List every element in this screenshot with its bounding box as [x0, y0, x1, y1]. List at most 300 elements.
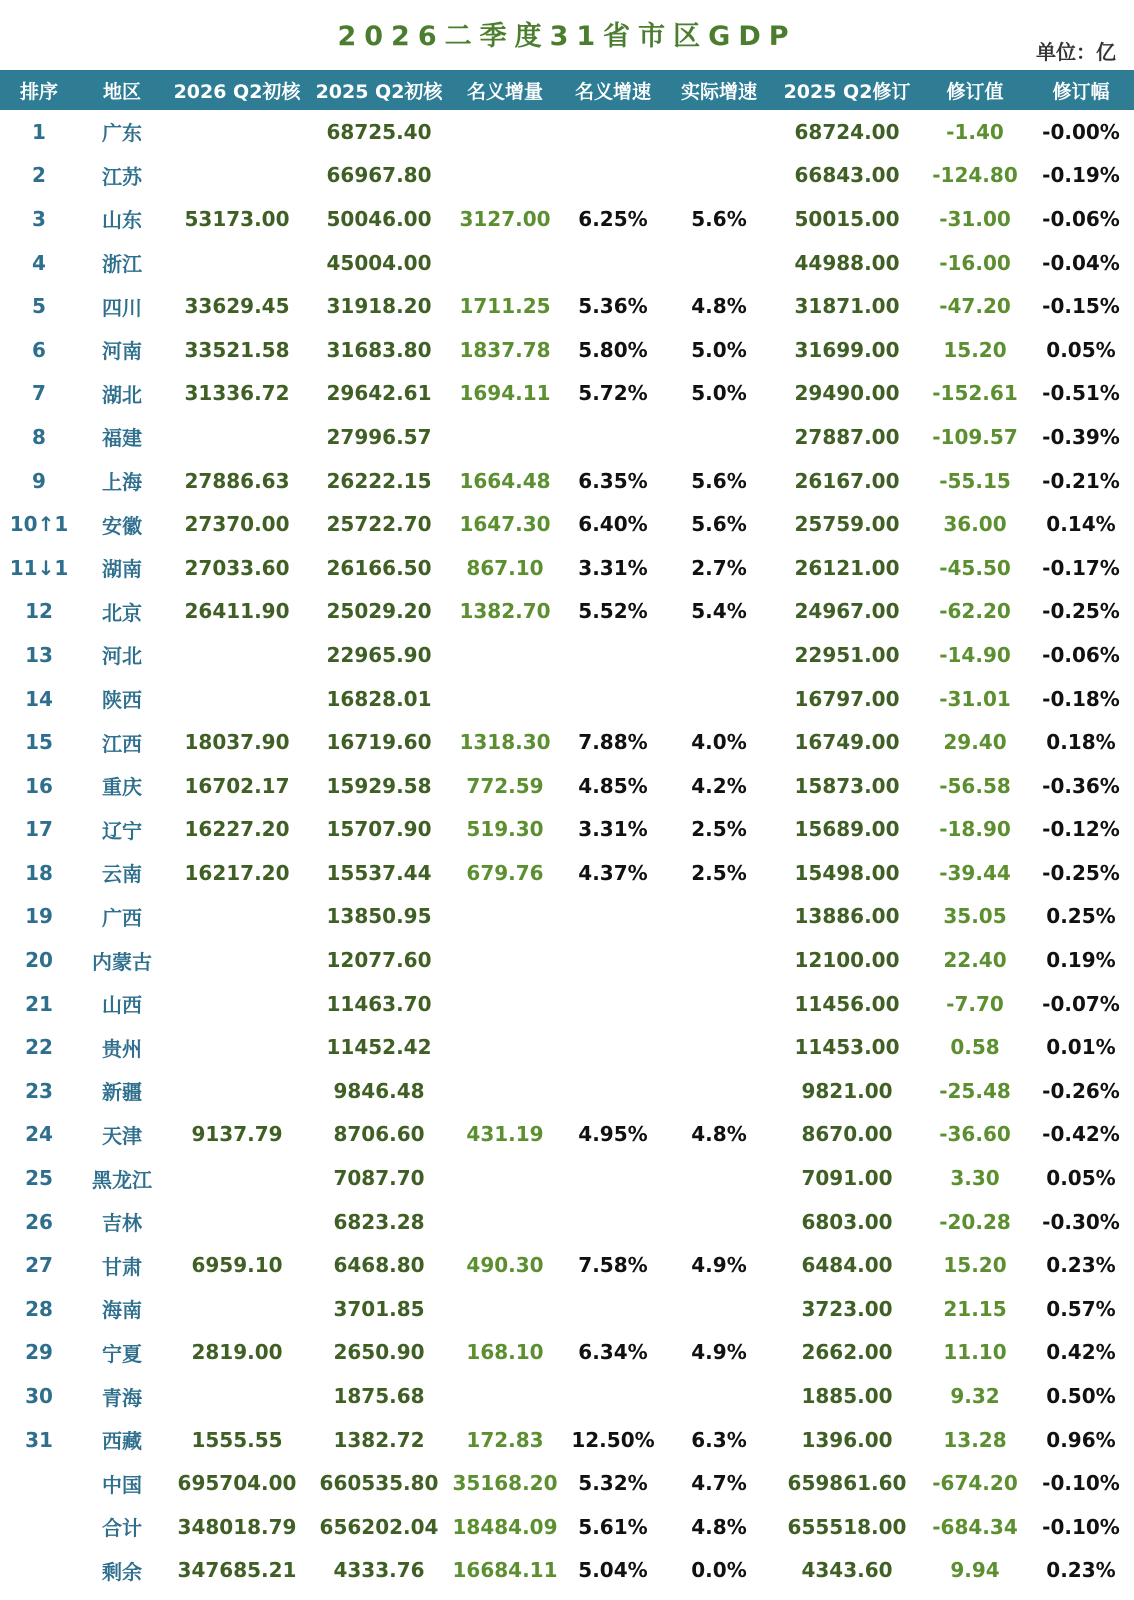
- rank-cell: 9: [32, 468, 46, 493]
- table-row: [0, 720, 1134, 764]
- gdp-2026-q2-cell: [166, 1025, 308, 1069]
- header-rank[interactable]: 排序: [0, 70, 78, 110]
- header-row: [0, 70, 1134, 110]
- rank-cell: 17: [25, 817, 53, 842]
- real-growth-cell: 4.7%: [691, 1471, 747, 1496]
- revision-pct-cell: 0.96%: [1046, 1427, 1116, 1452]
- gdp-2025-revised-cell: 50015.00: [794, 206, 900, 231]
- gdp-2026-q2-cell: 2819.00: [191, 1340, 283, 1365]
- region-cell: 黑龙江: [92, 1167, 152, 1192]
- gdp-2025-revised-cell: 26167.00: [794, 468, 900, 493]
- nominal-increase-cell: 772.59: [466, 773, 544, 798]
- revision-pct-cell: 0.42%: [1046, 1340, 1116, 1365]
- nominal-growth-cell: 4.85%: [578, 773, 648, 798]
- nominal-growth-cell: [560, 1156, 666, 1200]
- nominal-growth-cell: [560, 1374, 666, 1418]
- gdp-2025-revised-cell: 27887.00: [794, 424, 900, 449]
- gdp-2025-q2-cell: 15929.58: [326, 773, 432, 798]
- header-revision-pct[interactable]: 修订幅: [1028, 70, 1134, 110]
- revision-value-cell: -31.01: [939, 686, 1011, 711]
- region-cell: 海南: [102, 1298, 142, 1323]
- header-revision-value[interactable]: 修订值: [922, 70, 1028, 110]
- table-row: [0, 110, 1134, 154]
- real-growth-cell: 2.5%: [691, 817, 747, 842]
- rank-cell: 10↑1: [9, 512, 69, 537]
- real-growth-cell: [666, 154, 772, 198]
- nominal-growth-cell: [560, 1069, 666, 1113]
- gdp-2026-q2-cell: 16702.17: [184, 773, 290, 798]
- table-row: [0, 1374, 1134, 1418]
- real-growth-cell: [666, 1200, 772, 1244]
- nominal-growth-cell: 6.25%: [578, 206, 648, 231]
- region-cell: 四川: [102, 295, 142, 320]
- gdp-2025-revised-cell: 4343.60: [801, 1558, 893, 1583]
- nominal-growth-cell: 6.35%: [578, 468, 648, 493]
- nominal-increase-cell: [450, 1156, 560, 1200]
- gdp-2026-q2-cell: [166, 1287, 308, 1331]
- rank-cell: 5: [32, 294, 46, 319]
- revision-pct-cell: 0.57%: [1046, 1296, 1116, 1321]
- nominal-increase-cell: [450, 241, 560, 285]
- table-row: [0, 1331, 1134, 1375]
- real-growth-cell: 5.6%: [691, 206, 747, 231]
- header-region[interactable]: 地区: [78, 70, 166, 110]
- gdp-2025-q2-cell: 66967.80: [326, 163, 432, 188]
- gdp-2025-q2-cell: 16828.01: [326, 686, 432, 711]
- table-row: [0, 154, 1134, 198]
- rank-cell: 8: [32, 424, 46, 449]
- gdp-2025-q2-cell: 2650.90: [333, 1340, 425, 1365]
- real-growth-cell: [666, 1374, 772, 1418]
- real-growth-cell: 2.7%: [691, 555, 747, 580]
- real-growth-cell: [666, 938, 772, 982]
- gdp-table: [0, 70, 1134, 1592]
- revision-pct-cell: -0.10%: [1042, 1514, 1120, 1539]
- table-row: [0, 1156, 1134, 1200]
- revision-value-cell: 15.20: [943, 1253, 1007, 1278]
- region-cell: 湖北: [102, 382, 142, 407]
- gdp-2025-revised-cell: 13886.00: [794, 904, 900, 929]
- nominal-increase-cell: [450, 938, 560, 982]
- table-row: [0, 633, 1134, 677]
- gdp-2026-q2-cell: 27886.63: [184, 468, 290, 493]
- real-growth-cell: 4.8%: [691, 294, 747, 319]
- rank-cell: 26: [25, 1209, 53, 1234]
- rank-cell: 7: [32, 381, 46, 406]
- gdp-2025-q2-cell: 1875.68: [333, 1384, 425, 1409]
- region-cell: 西藏: [102, 1429, 142, 1454]
- gdp-2025-revised-cell: 6484.00: [801, 1253, 893, 1278]
- revision-value-cell: -152.61: [932, 381, 1018, 406]
- table-row: [0, 677, 1134, 721]
- nominal-increase-cell: 1382.70: [459, 599, 551, 624]
- rank-cell: 27: [25, 1253, 53, 1278]
- revision-value-cell: 36.00: [943, 512, 1007, 537]
- region-cell: 青海: [102, 1385, 142, 1410]
- table-row: [0, 241, 1134, 285]
- gdp-2026-q2-cell: [166, 1200, 308, 1244]
- nominal-growth-cell: 3.31%: [578, 555, 648, 580]
- nominal-increase-cell: [450, 154, 560, 198]
- nominal-growth-cell: [560, 982, 666, 1026]
- gdp-2026-q2-cell: 6959.10: [191, 1253, 283, 1278]
- real-growth-cell: [666, 1156, 772, 1200]
- revision-value-cell: 15.20: [943, 337, 1007, 362]
- nominal-growth-cell: [560, 1287, 666, 1331]
- nominal-growth-cell: 4.37%: [578, 860, 648, 885]
- table-row: [0, 982, 1134, 1026]
- rank-cell: 28: [25, 1296, 53, 1321]
- gdp-2026-q2-cell: [166, 677, 308, 721]
- gdp-2025-revised-cell: 29490.00: [794, 381, 900, 406]
- region-cell: 上海: [102, 470, 142, 495]
- region-cell: 甘肃: [102, 1254, 142, 1279]
- gdp-2026-q2-cell: [166, 1374, 308, 1418]
- nominal-increase-cell: 1837.78: [459, 337, 551, 362]
- revision-pct-cell: -0.21%: [1042, 468, 1120, 493]
- revision-value-cell: -47.20: [939, 294, 1011, 319]
- gdp-2025-q2-cell: 50046.00: [326, 206, 432, 231]
- gdp-2026-q2-cell: 9137.79: [191, 1122, 283, 1147]
- revision-pct-cell: -0.06%: [1042, 206, 1120, 231]
- region-cell: 内蒙古: [92, 949, 152, 974]
- real-growth-cell: [666, 110, 772, 154]
- region-cell: 北京: [102, 600, 142, 625]
- region-cell: 辽宁: [102, 818, 142, 843]
- table-row: [0, 590, 1134, 634]
- real-growth-cell: 4.0%: [691, 730, 747, 755]
- region-cell: 江苏: [102, 164, 142, 189]
- gdp-2025-q2-cell: 8706.60: [333, 1122, 425, 1147]
- revision-value-cell: -109.57: [932, 424, 1018, 449]
- rank-cell: 6: [32, 337, 46, 362]
- revision-value-cell: 35.05: [943, 904, 1007, 929]
- gdp-2025-q2-cell: 29642.61: [326, 381, 432, 406]
- table-row: [0, 764, 1134, 808]
- real-growth-cell: [666, 241, 772, 285]
- revision-value-cell: -16.00: [939, 250, 1011, 275]
- gdp-2026-q2-cell: 18037.90: [184, 730, 290, 755]
- nominal-growth-cell: 6.34%: [578, 1340, 648, 1365]
- revision-pct-cell: -0.07%: [1042, 991, 1120, 1016]
- gdp-2025-q2-cell: 11463.70: [326, 991, 432, 1016]
- revision-value-cell: -674.20: [932, 1471, 1018, 1496]
- rank-cell: [0, 1505, 78, 1549]
- region-cell: 山西: [102, 993, 142, 1018]
- gdp-2025-q2-cell: 31918.20: [326, 294, 432, 319]
- table-row: [0, 808, 1134, 852]
- rank-cell: 3: [32, 206, 46, 231]
- page-title: 2026二季度31省市区GDP: [337, 21, 797, 52]
- revision-value-cell: -684.34: [932, 1514, 1018, 1539]
- rank-cell: [0, 1461, 78, 1505]
- table-row: [0, 328, 1134, 372]
- rank-cell: 12: [25, 599, 53, 624]
- nominal-growth-cell: 5.52%: [578, 599, 648, 624]
- nominal-growth-cell: [560, 1200, 666, 1244]
- table-row: [0, 1461, 1134, 1505]
- gdp-2025-revised-cell: 659861.60: [787, 1471, 907, 1496]
- gdp-2025-revised-cell: 25759.00: [794, 512, 900, 537]
- gdp-2025-revised-cell: 8670.00: [801, 1122, 893, 1147]
- revision-pct-cell: -0.17%: [1042, 555, 1120, 580]
- gdp-2025-q2-cell: 25722.70: [326, 512, 432, 537]
- gdp-2025-q2-cell: 13850.95: [326, 904, 432, 929]
- real-growth-cell: [666, 677, 772, 721]
- header-2025-q2-revised[interactable]: 2025 Q2修订: [772, 70, 922, 110]
- revision-value-cell: -62.20: [939, 599, 1011, 624]
- table-row: [0, 1069, 1134, 1113]
- nominal-growth-cell: 3.31%: [578, 817, 648, 842]
- real-growth-cell: 2.5%: [691, 860, 747, 885]
- gdp-2025-revised-cell: 11456.00: [794, 991, 900, 1016]
- header-nominal-increase[interactable]: 名义增量: [450, 70, 560, 110]
- rank-cell: 13: [25, 642, 53, 667]
- rank-cell: 20: [25, 948, 53, 973]
- gdp-2026-q2-cell: 53173.00: [184, 206, 290, 231]
- revision-value-cell: -18.90: [939, 817, 1011, 842]
- revision-value-cell: 11.10: [943, 1340, 1007, 1365]
- gdp-2026-q2-cell: 1555.55: [191, 1427, 283, 1452]
- nominal-growth-cell: 7.88%: [578, 730, 648, 755]
- region-cell: 云南: [102, 862, 142, 887]
- table-row: [0, 502, 1134, 546]
- real-growth-cell: 4.8%: [691, 1514, 747, 1539]
- table-row: [0, 459, 1134, 503]
- revision-value-cell: -124.80: [932, 163, 1018, 188]
- gdp-2025-q2-cell: 6468.80: [333, 1253, 425, 1278]
- rank-cell: 4: [32, 250, 46, 275]
- nominal-growth-cell: 4.95%: [578, 1122, 648, 1147]
- gdp-2025-q2-cell: 26222.15: [326, 468, 432, 493]
- revision-pct-cell: 0.05%: [1046, 1166, 1116, 1191]
- gdp-2026-q2-cell: 16217.20: [184, 860, 290, 885]
- nominal-growth-cell: [560, 415, 666, 459]
- region-cell: 河南: [102, 339, 142, 364]
- gdp-2025-q2-cell: 3701.85: [333, 1296, 425, 1321]
- gdp-2025-q2-cell: 68725.40: [326, 119, 432, 144]
- gdp-2025-q2-cell: 660535.80: [319, 1471, 439, 1496]
- region-cell: 山东: [102, 208, 142, 233]
- gdp-2026-q2-cell: 33521.58: [184, 337, 290, 362]
- gdp-2025-q2-cell: 656202.04: [319, 1514, 439, 1539]
- real-growth-cell: 4.8%: [691, 1122, 747, 1147]
- gdp-2025-q2-cell: 45004.00: [326, 250, 432, 275]
- rank-cell: 24: [25, 1122, 53, 1147]
- gdp-2025-revised-cell: 68724.00: [794, 119, 900, 144]
- region-cell: 中国: [102, 1472, 142, 1497]
- gdp-2025-q2-cell: 15537.44: [326, 860, 432, 885]
- revision-value-cell: 0.58: [950, 1035, 1000, 1060]
- gdp-2026-q2-cell: [166, 241, 308, 285]
- gdp-2025-revised-cell: 2662.00: [801, 1340, 893, 1365]
- nominal-increase-cell: [450, 1200, 560, 1244]
- header-real-growth[interactable]: 实际增速: [666, 70, 772, 110]
- gdp-2025-q2-cell: 12077.60: [326, 948, 432, 973]
- revision-value-cell: -56.58: [939, 773, 1011, 798]
- rank-cell: [0, 1549, 78, 1593]
- revision-pct-cell: 0.18%: [1046, 730, 1116, 755]
- gdp-2025-revised-cell: 9821.00: [801, 1078, 893, 1103]
- revision-pct-cell: -0.04%: [1042, 250, 1120, 275]
- gdp-2025-q2-cell: 7087.70: [333, 1166, 425, 1191]
- rank-cell: 18: [25, 860, 53, 885]
- gdp-2025-q2-cell: 26166.50: [326, 555, 432, 580]
- revision-pct-cell: 0.50%: [1046, 1384, 1116, 1409]
- nominal-increase-cell: [450, 110, 560, 154]
- table-row: [0, 415, 1134, 459]
- gdp-2025-revised-cell: 16797.00: [794, 686, 900, 711]
- nominal-increase-cell: 16684.11: [452, 1558, 558, 1583]
- gdp-2025-q2-cell: 6823.28: [333, 1209, 425, 1234]
- gdp-2026-q2-cell: 33629.45: [184, 294, 290, 319]
- region-cell: 浙江: [102, 252, 142, 277]
- region-cell: 新疆: [102, 1080, 142, 1105]
- gdp-2026-q2-cell: [166, 633, 308, 677]
- header-2025-q2-initial[interactable]: 2025 Q2初核: [308, 70, 450, 110]
- region-cell: 贵州: [102, 1036, 142, 1061]
- revision-pct-cell: -0.25%: [1042, 860, 1120, 885]
- table-row: [0, 284, 1134, 328]
- gdp-2026-q2-cell: 31336.72: [184, 381, 290, 406]
- real-growth-cell: 5.6%: [691, 468, 747, 493]
- region-cell: 河北: [102, 644, 142, 669]
- real-growth-cell: 4.9%: [691, 1253, 747, 1278]
- revision-pct-cell: 0.19%: [1046, 948, 1116, 973]
- table-row: [0, 197, 1134, 241]
- gdp-2026-q2-cell: [166, 415, 308, 459]
- watermark: [520, 1574, 680, 1598]
- table-row: [0, 372, 1134, 416]
- revision-pct-cell: 0.23%: [1046, 1253, 1116, 1278]
- revision-pct-cell: -0.42%: [1042, 1122, 1120, 1147]
- nominal-increase-cell: 168.10: [466, 1340, 544, 1365]
- real-growth-cell: [666, 1025, 772, 1069]
- region-cell: 福建: [102, 426, 142, 451]
- real-growth-cell: [666, 415, 772, 459]
- gdp-2025-revised-cell: 16749.00: [794, 730, 900, 755]
- rank-cell: 14: [25, 686, 53, 711]
- nominal-growth-cell: [560, 677, 666, 721]
- gdp-2026-q2-cell: [166, 895, 308, 939]
- region-cell: 广西: [102, 905, 142, 930]
- revision-value-cell: -45.50: [939, 555, 1011, 580]
- revision-pct-cell: -0.25%: [1042, 599, 1120, 624]
- revision-pct-cell: -0.18%: [1042, 686, 1120, 711]
- nominal-increase-cell: 1664.48: [459, 468, 551, 493]
- gdp-2025-revised-cell: 24967.00: [794, 599, 900, 624]
- gdp-2025-q2-cell: 22965.90: [326, 642, 432, 667]
- revision-value-cell: 3.30: [950, 1166, 1000, 1191]
- gdp-2026-q2-cell: 27370.00: [184, 512, 290, 537]
- nominal-growth-cell: 5.32%: [578, 1471, 648, 1496]
- gdp-2026-q2-cell: 16227.20: [184, 817, 290, 842]
- rank-cell: 11↓1: [9, 555, 69, 580]
- header-2026-q2-initial[interactable]: 2026 Q2初核: [166, 70, 308, 110]
- nominal-increase-cell: [450, 982, 560, 1026]
- revision-pct-cell: 0.14%: [1046, 512, 1116, 537]
- gdp-2025-revised-cell: 1396.00: [801, 1427, 893, 1452]
- gdp-2025-revised-cell: 26121.00: [794, 555, 900, 580]
- rank-cell: 19: [25, 904, 53, 929]
- gdp-2025-revised-cell: 15498.00: [794, 860, 900, 885]
- rank-cell: 25: [25, 1166, 53, 1191]
- revision-pct-cell: -0.12%: [1042, 817, 1120, 842]
- nominal-increase-cell: 1647.30: [459, 512, 551, 537]
- gdp-2026-q2-cell: [166, 1156, 308, 1200]
- real-growth-cell: [666, 895, 772, 939]
- table-row: [0, 1287, 1134, 1331]
- revision-value-cell: 22.40: [943, 948, 1007, 973]
- table-row: [0, 1243, 1134, 1287]
- table-row: [0, 1505, 1134, 1549]
- nominal-growth-cell: 6.40%: [578, 512, 648, 537]
- gdp-2025-revised-cell: 11453.00: [794, 1035, 900, 1060]
- nominal-growth-cell: [560, 1025, 666, 1069]
- gdp-2026-q2-cell: 347685.21: [177, 1558, 297, 1583]
- revision-value-cell: 13.28: [943, 1427, 1007, 1452]
- gdp-2025-q2-cell: 1382.72: [333, 1427, 425, 1452]
- nominal-increase-cell: 1694.11: [459, 381, 551, 406]
- region-cell: 陕西: [102, 688, 142, 713]
- revision-value-cell: 9.94: [950, 1558, 1000, 1583]
- gdp-2026-q2-cell: [166, 154, 308, 198]
- nominal-growth-cell: [560, 633, 666, 677]
- gdp-2025-q2-cell: 16719.60: [326, 730, 432, 755]
- nominal-growth-cell: 5.36%: [578, 294, 648, 319]
- nominal-growth-cell: [560, 895, 666, 939]
- unit-label: 单位：亿: [1036, 40, 1116, 64]
- rank-cell: 16: [25, 773, 53, 798]
- table-row: [0, 1418, 1134, 1462]
- gdp-2025-q2-cell: 15707.90: [326, 817, 432, 842]
- rank-cell: 2: [32, 163, 46, 188]
- nominal-growth-cell: 5.04%: [578, 1558, 648, 1583]
- revision-value-cell: -7.70: [946, 991, 1004, 1016]
- gdp-2026-q2-cell: [166, 110, 308, 154]
- revision-pct-cell: -0.30%: [1042, 1209, 1120, 1234]
- rank-cell: 15: [25, 730, 53, 755]
- real-growth-cell: 4.9%: [691, 1340, 747, 1365]
- revision-pct-cell: 0.05%: [1046, 337, 1116, 362]
- revision-pct-cell: 0.25%: [1046, 904, 1116, 929]
- gdp-2025-revised-cell: 6803.00: [801, 1209, 893, 1234]
- revision-pct-cell: -0.36%: [1042, 773, 1120, 798]
- nominal-increase-cell: 490.30: [466, 1253, 544, 1278]
- gdp-2025-revised-cell: 31871.00: [794, 294, 900, 319]
- real-growth-cell: [666, 633, 772, 677]
- gdp-2025-revised-cell: 1885.00: [801, 1384, 893, 1409]
- region-cell: 重庆: [102, 775, 142, 800]
- real-growth-cell: 5.4%: [691, 599, 747, 624]
- revision-pct-cell: -0.26%: [1042, 1078, 1120, 1103]
- region-cell: 剩余: [102, 1559, 142, 1584]
- region-cell: 广东: [102, 121, 142, 146]
- gdp-2026-q2-cell: 26411.90: [184, 599, 290, 624]
- rank-cell: 23: [25, 1078, 53, 1103]
- real-growth-cell: 4.2%: [691, 773, 747, 798]
- nominal-growth-cell: [560, 938, 666, 982]
- header-nominal-growth[interactable]: 名义增速: [560, 70, 666, 110]
- nominal-increase-cell: [450, 415, 560, 459]
- gdp-2025-q2-cell: 4333.76: [333, 1558, 425, 1583]
- table-row: [0, 895, 1134, 939]
- revision-value-cell: -55.15: [939, 468, 1011, 493]
- region-cell: 湖南: [102, 557, 142, 582]
- revision-pct-cell: -0.19%: [1042, 163, 1120, 188]
- nominal-increase-cell: 679.76: [466, 860, 544, 885]
- nominal-increase-cell: 1318.30: [459, 730, 551, 755]
